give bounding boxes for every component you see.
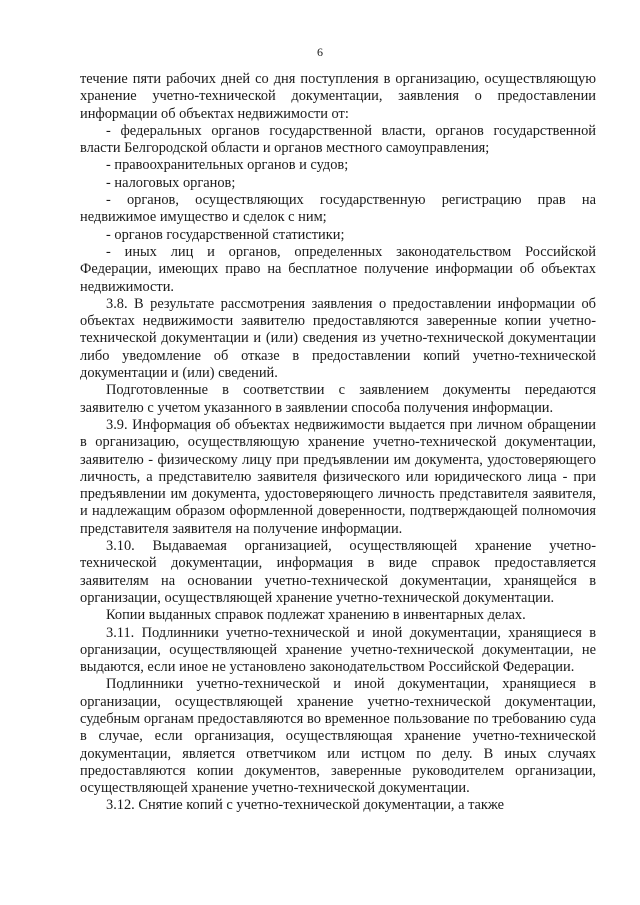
paragraph-3-8-documents: Подготовленные в соответствии с заявлением документы передаются заявителю с учетом указанного в заявлении способа получения информации. bbox=[80, 382, 596, 416]
list-item-law-enforcement: - правоохранительных органов и судов; bbox=[106, 157, 349, 174]
paragraph-3-8: 3.8. В результате рассмотрения заявления о предоставлении информации об объектах недвижимости заявителю предоставляются заверенные копии учетно-технической документации и (или) сведения из учетно-технической документации либо уведомление об отказе в предоставлении копий учетно-технической документации и (или) сведений. bbox=[80, 295, 596, 382]
list-item-tax-organs: - налоговых органов; bbox=[106, 174, 236, 191]
paragraph-3-11: 3.11. Подлинники учетно-технической и иной документации, хранящиеся в организации, осуществляющей хранение учетно-технической документации, не выдаются, если иное не установлено законодательством Российской Федерации. bbox=[80, 624, 596, 676]
page-number: 6 bbox=[317, 45, 323, 59]
list-item-federal-organs: - федеральных органов государственной власти, органов государственной власти Белгородской области и органов местного самоуправления; bbox=[80, 122, 596, 157]
paragraph-3-10: 3.10. Выдаваемая организацией, осуществляющей хранение учетно-технической документации, информация в виде справок предоставляется заявителям на основании учетно-технической документации, хранящейся в организации, осуществляющей хранение учетно-технической документации. bbox=[80, 538, 596, 606]
body-text bbox=[80, 71, 596, 815]
paragraph-3-10-copies: Копии выданных справок подлежат хранению в инвентарных делах. bbox=[106, 607, 526, 624]
list-item-other-persons: - иных лиц и органов, определенных законодательством Российской Федерации, имеющих право на бесплатное получение информации об объектах недвижимости. bbox=[80, 243, 596, 295]
list-item-registration-organs: - органов, осуществляющих государственную регистрацию прав на недвижимое имущество и сделок с ним; bbox=[80, 192, 596, 226]
list-item-statistics-organs: - органов государственной статистики; bbox=[106, 226, 345, 243]
paragraph-continuation: течение пяти рабочих дней со дня поступления в организацию, осуществляющую хранение учетно-технической документации, заявления о предоставлении информации об объектах недвижимости от: bbox=[80, 71, 596, 122]
paragraph-3-9: 3.9. Информация об объектах недвижимости выдается при личном обращении в организацию, осуществляющую хранение учетно-технической документации, заявителю - физическому лицу при предъявлении им документа, удостоверяющего личность, а представителю заявителя физического или юридического лица - при предъявлении им документа, удостоверяющего личность представителя заявителя, и надлежащим образом оформленной доверенности, подтверждающей полномочия представителя заявителя на получение информации. bbox=[80, 416, 596, 537]
paragraph-3-12: 3.12. Снятие копий с учетно-технической документации, а также bbox=[106, 797, 505, 814]
paragraph-3-11-originals: Подлинники учетно-технической и иной документации, хранящиеся в организации, осуществляющей хранение учетно-технической документации, судебным органам предоставляются во временное пользование по требованию суда в случае, если организация, осуществляющая хранение учетно-технической документации, является ответчиком или истцом по делу. В иных случаях предоставляются копии документов, заверенные руководителем организации, осуществляющей хранение учетно-технической документации. bbox=[80, 676, 596, 797]
